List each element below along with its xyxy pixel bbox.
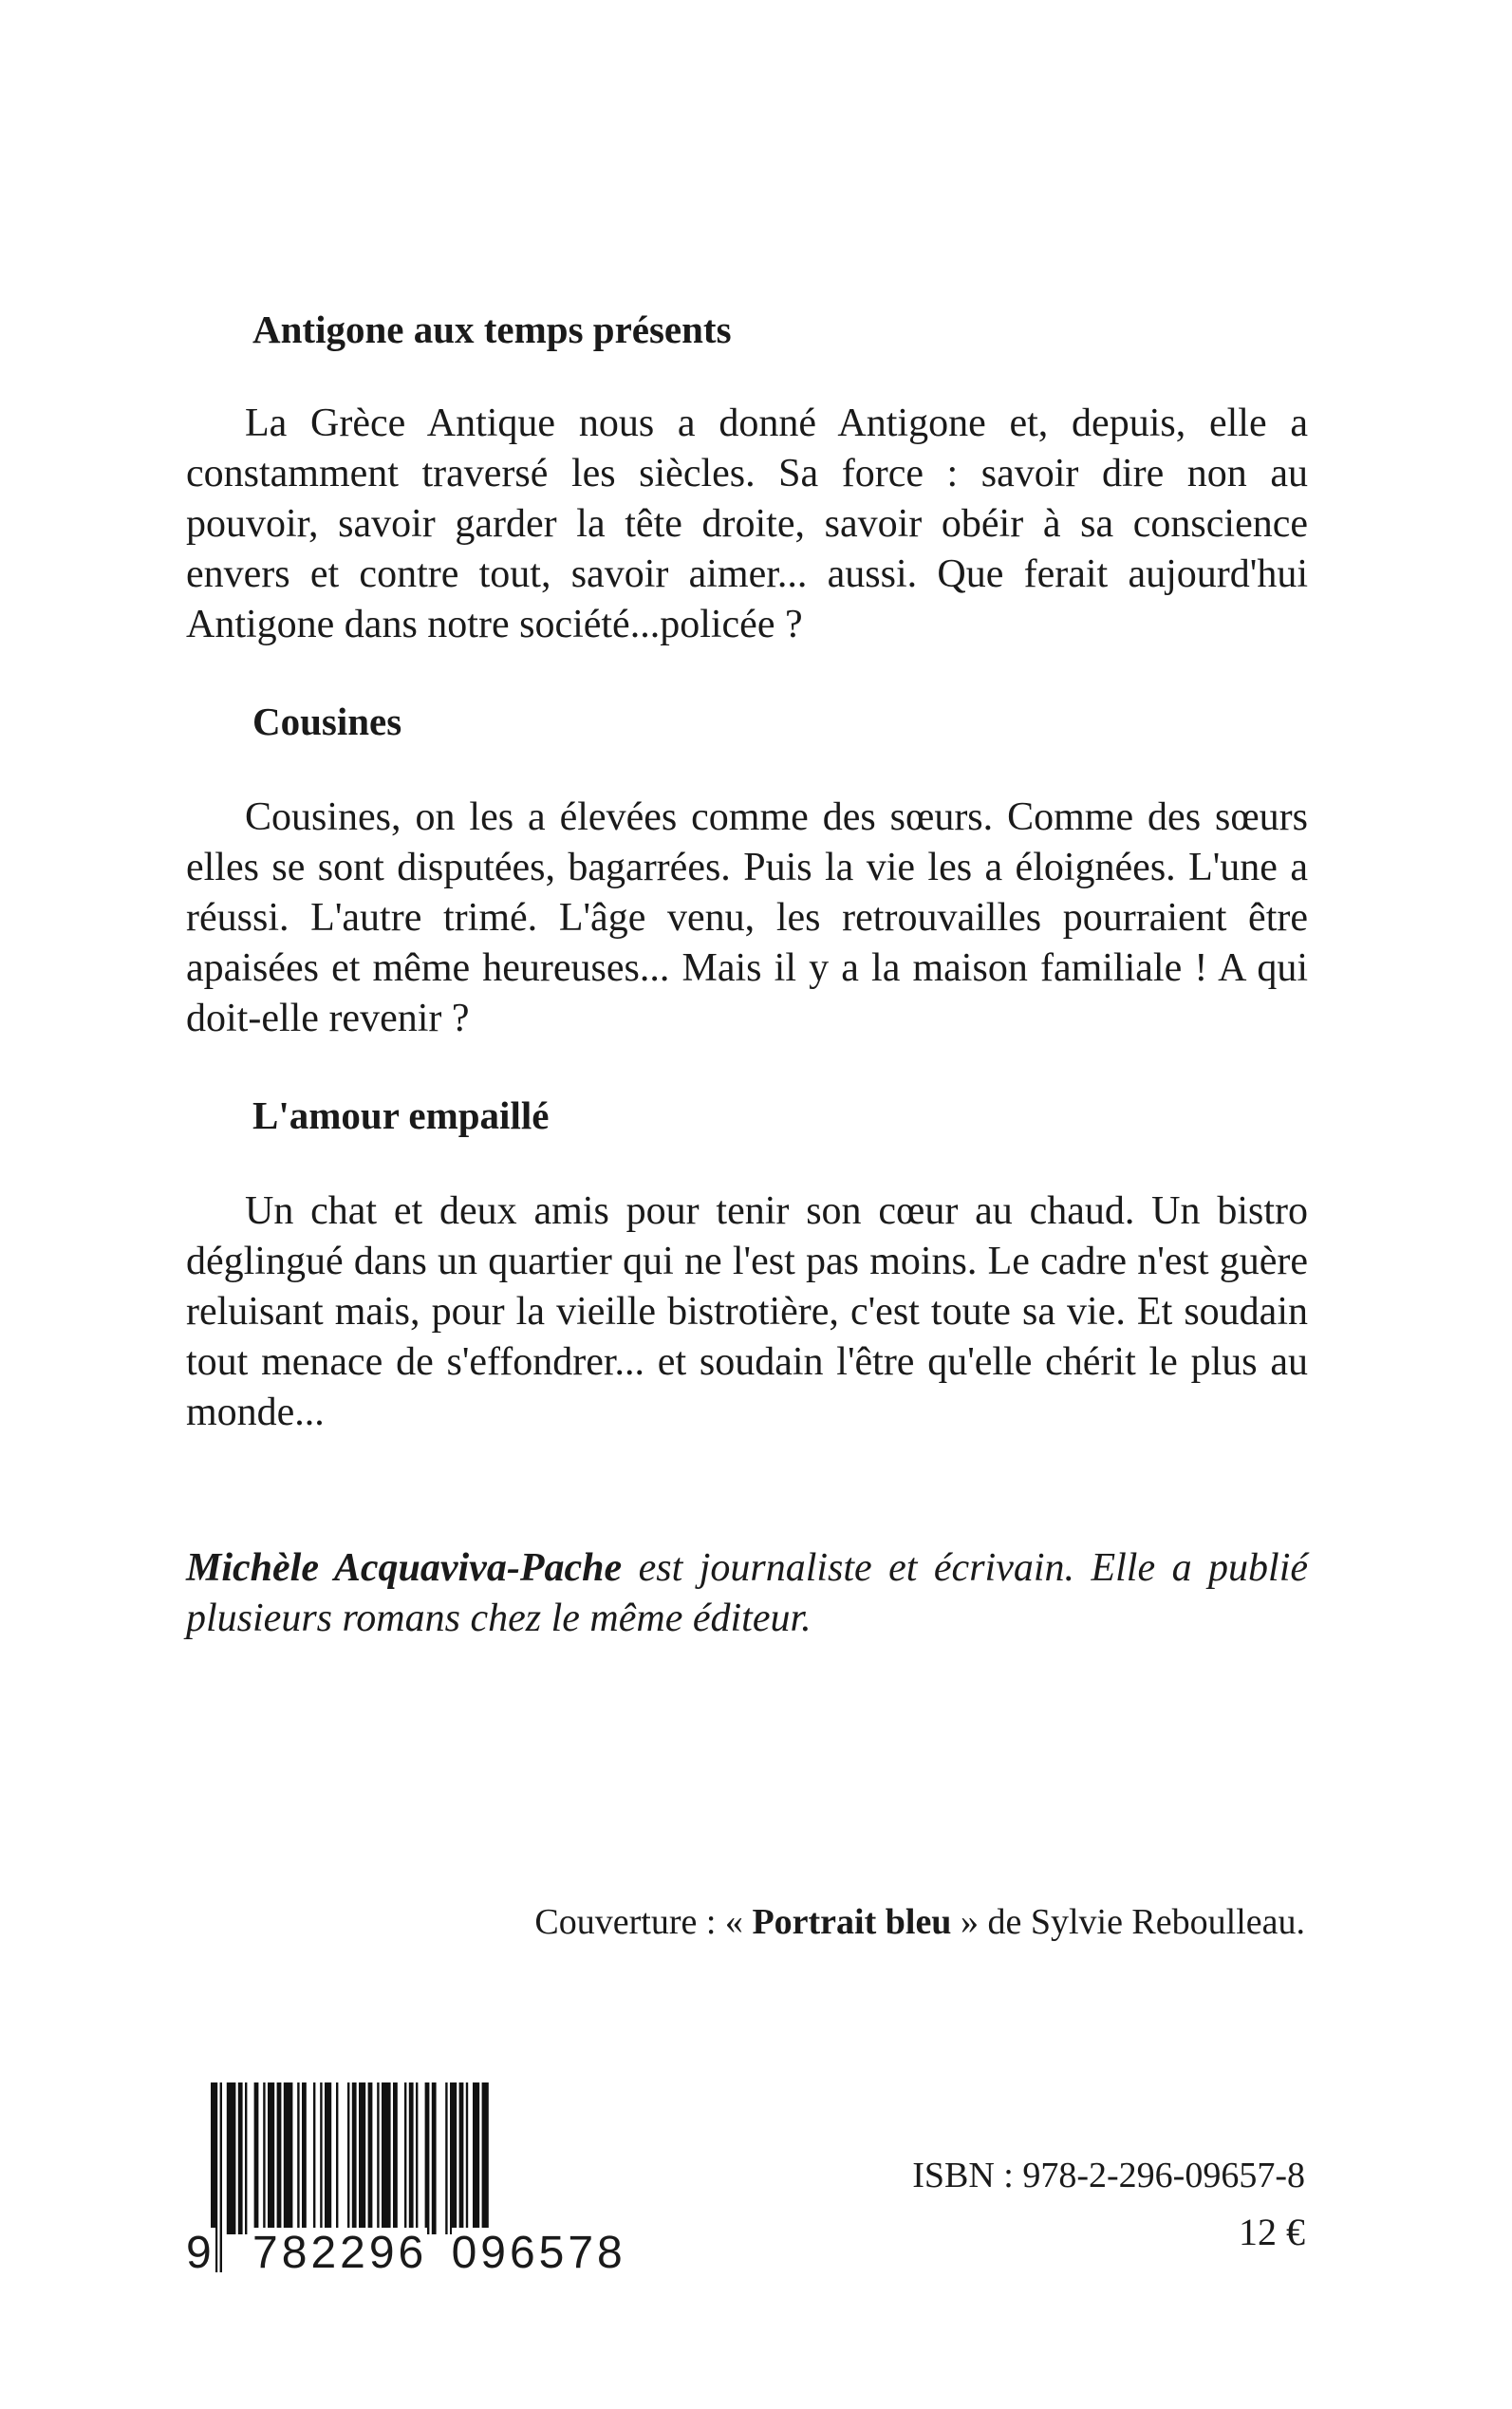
barcode-bar: [297, 2082, 299, 2234]
barcode-bar: [368, 2082, 373, 2234]
cover-credit: [534, 1898, 1305, 1946]
barcode-bar: [409, 2082, 414, 2234]
back-cover-text: [186, 304, 1308, 1438]
section-title-amour-empaille: L'amour empaillé: [252, 1093, 550, 1137]
barcode-bar: [359, 2082, 365, 2234]
barcode-bar: [284, 2082, 293, 2234]
barcode-bar: [445, 2082, 447, 2234]
barcode-group-2: 096578: [451, 2228, 626, 2278]
author-bio-text: est journaliste et écrivain. Elle a publié plusieurs romans chez le même éditeur.: [186, 1546, 1309, 1640]
barcode-bar: [263, 2082, 265, 2234]
author-name: Michèle Acquaviva-Pache: [186, 1546, 623, 1590]
barcode-bar: [313, 2082, 315, 2234]
barcode-bar: [320, 2082, 322, 2234]
barcode-bar: [466, 2082, 468, 2234]
barcode-bar: [238, 2082, 243, 2234]
barcode-digits: [186, 2225, 626, 2282]
author-bio: [186, 1543, 1308, 1644]
barcode-bar: [268, 2082, 274, 2234]
barcode-bar: [382, 2082, 391, 2234]
section-text-antigone: La Grèce Antique nous a donné Antigone et, depuis, elle a constamment traversé les siècles. Sa force : savoir dire non au pouvoir, savoir garder la tête droite, savoir obéir à sa conscience envers et contre tout, savoir aimer... aussi. Que ferait aujourd'hui Antigone dans notre société...policée ?: [186, 402, 1308, 646]
barcode-bar: [404, 2082, 406, 2234]
cover-artwork-title: Portrait bleu: [752, 1902, 952, 1942]
barcode-bar: [393, 2082, 398, 2234]
barcode-lead-digit: 9: [186, 2228, 215, 2278]
price: 12 €: [1239, 2211, 1305, 2253]
barcode-bar: [227, 2082, 236, 2234]
isbn: ISBN : 978-2-296-09657-8: [912, 2156, 1305, 2195]
section-text-cousines: Cousines, on les a élevées comme des sœurs. Comme des sœurs elles se sont disputées, bagarrées. Puis la vie les a éloignées. L'une a réussi. L'autre trimé. L'âge venu, les retrouvailles pourraient être apaisées et même heureuses... Mais il y a la maison familiale ! A qui doit-elle revenir ?: [186, 795, 1308, 1040]
barcode-bar: [450, 2082, 457, 2234]
barcode-bar: [377, 2082, 379, 2234]
barcode-bar: [416, 2082, 418, 2234]
barcode-bar: [302, 2082, 307, 2234]
cover-credit-prefix: Couverture : «: [534, 1902, 753, 1942]
barcode-bar: [459, 2082, 464, 2234]
barcode-group-1: 782296: [252, 2228, 428, 2278]
barcode-bar: [336, 2082, 338, 2234]
barcode-bar: [254, 2082, 259, 2234]
barcode-bar: [425, 2082, 430, 2234]
cover-credit-suffix: » de Sylvie Reboulleau.: [951, 1902, 1305, 1942]
barcode-bar: [245, 2082, 247, 2234]
barcode-bar: [277, 2082, 282, 2234]
barcode-bar: [432, 2082, 437, 2234]
barcode-bar: [325, 2082, 331, 2234]
section-title-antigone: Antigone aux temps présents: [252, 308, 732, 351]
section-title-cousines: Cousines: [252, 700, 402, 743]
barcode: [186, 2082, 626, 2282]
section-text-amour-empaille: Un chat et deux amis pour tenir son cœur au chaud. Un bistro déglingué dans un quartier qui ne l'est pas moins. Le cadre n'est guère reluisant mais, pour la vieille bistrotière, c'est toute sa vie. Et soudain tout menace de s'effondrer... et soudain l'être qu'elle chérit le plus au monde...: [186, 1189, 1308, 1434]
